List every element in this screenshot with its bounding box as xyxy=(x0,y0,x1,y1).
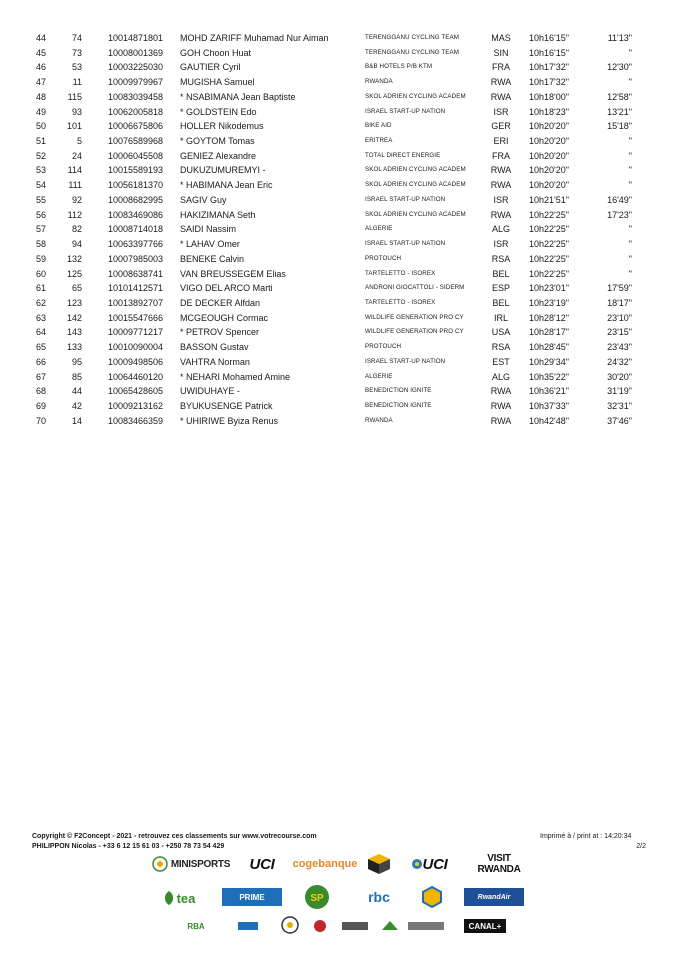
gap-cell: " xyxy=(628,47,632,58)
rank-cell: 52 xyxy=(36,150,47,161)
footer-print-info xyxy=(540,832,646,852)
bib-cell: 42 xyxy=(71,400,82,411)
team-cell: RWANDA xyxy=(365,416,393,424)
bib-cell: 85 xyxy=(71,371,82,382)
gap-cell: 30'20" xyxy=(607,371,632,382)
time-cell: 10h22'25" xyxy=(529,224,569,235)
bib-cell: 142 xyxy=(66,312,82,323)
gap-cell: " xyxy=(628,136,632,147)
nationality-cell: USA xyxy=(491,327,511,338)
time-cell: 10h23'19" xyxy=(529,297,569,308)
team-cell: BIKE AID xyxy=(365,122,392,130)
uci-id-cell: 10015589193 xyxy=(108,165,164,176)
gap-cell: 15'18" xyxy=(607,121,632,132)
gap-cell: 12'30" xyxy=(607,62,632,73)
uci-id-cell: 10063397766 xyxy=(108,239,164,250)
time-cell: 10h22'25" xyxy=(529,209,569,220)
rank-cell: 45 xyxy=(36,47,47,58)
table-row xyxy=(0,267,674,282)
gskin-logo xyxy=(406,918,446,934)
bib-cell: 44 xyxy=(71,386,82,397)
uci-id-cell: 10062005818 xyxy=(108,106,164,117)
team-cell: TARTELETTO - ISOREX xyxy=(365,269,436,277)
time-cell: 10h42'48" xyxy=(529,415,569,426)
time-cell: 10h28'12" xyxy=(529,312,569,323)
visit-rwanda-logo: VISIT RWANDA xyxy=(477,853,521,875)
rider-name-cell: DUKUZUMUREMYI - xyxy=(180,165,266,176)
team-cell: TERENGGANU CYCLING TEAM xyxy=(365,48,459,56)
rank-cell: 54 xyxy=(36,180,47,191)
uci-id-cell: 10010090004 xyxy=(108,342,164,353)
time-cell: 10h20'20" xyxy=(529,136,569,147)
rank-cell: 44 xyxy=(36,33,47,43)
gap-cell: 23'15" xyxy=(607,327,632,338)
rider-name-cell: MCGEOUGH Cormac xyxy=(180,312,269,323)
rank-cell: 47 xyxy=(36,77,47,88)
time-cell: 10h20'20" xyxy=(529,165,569,176)
nationality-cell: SIN xyxy=(493,47,509,58)
table-row xyxy=(0,75,674,90)
nationality-cell: ISR xyxy=(493,239,509,250)
gap-cell: 24'32" xyxy=(607,356,632,367)
gap-cell: 31'19" xyxy=(607,386,632,397)
team-cell: ANDRONI GIOCATTOLI - SIDERM xyxy=(365,284,465,292)
emblem-icon xyxy=(420,885,444,909)
contact-text: PHILIPPON Nicolas - +33 6 12 15 61 03 - +250 78 73 54 429 xyxy=(32,843,225,850)
rank-cell: 64 xyxy=(36,327,47,338)
table-row xyxy=(0,119,674,134)
nationality-cell: ISR xyxy=(493,194,509,205)
partner-e-icon xyxy=(380,918,400,934)
gap-cell: 17'59" xyxy=(607,283,632,294)
time-cell: 10h28'45" xyxy=(529,342,569,353)
rank-cell: 63 xyxy=(36,312,47,323)
time-cell: 10h37'33" xyxy=(529,400,569,411)
rider-name-cell: MUGISHA Samuel xyxy=(180,77,255,88)
rider-name-cell: HOLLER Nikodemus xyxy=(180,121,264,132)
nationality-cell: ISR xyxy=(493,106,509,117)
rider-name-cell: SAGIV Guy xyxy=(180,194,227,205)
sp-logo xyxy=(302,884,332,910)
bib-cell: 125 xyxy=(66,268,82,279)
partner-logo-d xyxy=(340,918,370,934)
page-number: 2/2 xyxy=(636,843,646,850)
partner-a-icon xyxy=(237,920,259,932)
bib-cell: 123 xyxy=(66,297,82,308)
rank-cell: 55 xyxy=(36,194,47,205)
svg-text:SP: SP xyxy=(310,893,324,904)
rank-cell: 50 xyxy=(36,121,47,132)
team-cell: SKOL ADRIEN CYCLING ACADEM xyxy=(365,92,466,100)
uci-id-cell: 10064460120 xyxy=(108,371,164,382)
table-row xyxy=(0,281,674,296)
nationality-cell: RWA xyxy=(490,415,512,426)
partner-logo-b xyxy=(280,915,300,935)
rider-name-cell: GENIEZ Alexandre xyxy=(180,150,257,161)
table-row xyxy=(0,60,674,75)
gap-cell: " xyxy=(628,224,632,235)
rank-cell: 57 xyxy=(36,224,47,235)
rank-cell: 59 xyxy=(36,253,47,264)
rider-name-cell: DE DECKER Alfdan xyxy=(180,297,261,308)
table-row xyxy=(0,414,674,429)
nationality-cell: IRL xyxy=(493,312,508,323)
team-cell: TARTELETTO - ISOREX xyxy=(365,298,436,306)
rank-cell: 49 xyxy=(36,106,47,117)
time-cell: 10h21'51" xyxy=(529,194,569,205)
bib-cell: 111 xyxy=(68,180,82,191)
team-cell: B&B HOTELS P/B KTM xyxy=(365,63,433,71)
bib-cell: 115 xyxy=(67,91,82,102)
team-cell: TERENGGANU CYCLING TEAM xyxy=(365,34,459,41)
table-row xyxy=(0,134,674,149)
rank-cell: 56 xyxy=(36,209,47,220)
bib-cell: 65 xyxy=(71,283,82,294)
nationality-cell: RWA xyxy=(490,209,512,220)
table-row xyxy=(0,105,674,120)
rider-name-cell: BYUKUSENGE Patrick xyxy=(180,400,273,411)
bib-cell: 24 xyxy=(71,150,82,161)
uci-id-cell: 10065428605 xyxy=(108,386,164,397)
gap-cell: 11'13" xyxy=(607,33,632,43)
partner-c-icon xyxy=(310,918,330,934)
copyright-text: Copyright © F2Concept - 2021 - retrouvez ces classements sur www.votrecourse.com xyxy=(32,833,317,840)
table-row xyxy=(0,178,674,193)
bib-cell: 92 xyxy=(71,194,82,205)
bib-cell: 14 xyxy=(71,415,82,426)
results-table xyxy=(0,31,674,428)
team-cell: SKOL ADRIEN CYCLING ACADEM xyxy=(365,166,466,174)
rider-name-cell: * NSABIMANA Jean Baptiste xyxy=(180,91,296,102)
gap-cell: " xyxy=(628,150,632,161)
rider-name-cell: BASSON Gustav xyxy=(180,342,249,353)
leaf-icon xyxy=(163,890,175,906)
uci-id-cell: 10007985003 xyxy=(108,253,164,264)
uci-id-cell: 10008001369 xyxy=(108,47,164,58)
rider-name-cell: * NEHARI Mohamed Amine xyxy=(180,371,291,382)
time-cell: 10h20'20" xyxy=(529,121,569,132)
table-row xyxy=(0,163,674,178)
bib-cell: 53 xyxy=(71,62,82,73)
bib-cell: 74 xyxy=(71,33,82,43)
nationality-cell: RWA xyxy=(490,180,512,191)
time-cell: 10h22'25" xyxy=(529,239,569,250)
nationality-cell: ALG xyxy=(491,224,510,235)
team-cell: SKOL ADRIEN CYCLING ACADEM xyxy=(365,210,466,218)
uci-id-cell: 10008714018 xyxy=(108,224,164,235)
gskin-icon xyxy=(407,920,445,932)
rba-logo: RBA xyxy=(187,921,205,931)
table-row xyxy=(0,355,674,370)
uci-id-cell: 10083466359 xyxy=(108,415,164,426)
nationality-cell: RSA xyxy=(491,253,511,264)
footer-credits xyxy=(32,832,317,852)
gap-cell: 16'49" xyxy=(607,194,632,205)
time-cell: 10h20'20" xyxy=(529,150,569,161)
rank-cell: 58 xyxy=(36,239,47,250)
uci-id-cell: 10013892707 xyxy=(108,297,164,308)
uci-id-cell: 10083039458 xyxy=(108,91,164,102)
time-cell: 10h29'34" xyxy=(529,356,569,367)
nationality-cell: GER xyxy=(491,121,511,132)
partner-b-icon xyxy=(281,916,299,934)
time-cell: 10h22'25" xyxy=(529,268,569,279)
nationality-cell: RWA xyxy=(490,77,512,88)
rank-cell: 60 xyxy=(36,268,47,279)
table-row xyxy=(0,149,674,164)
bib-cell: 94 xyxy=(71,239,82,250)
rider-name-cell: * GOYTOM Tomas xyxy=(180,136,255,147)
partner-logo-c xyxy=(308,917,332,935)
uci-id-cell: 10009771217 xyxy=(108,327,164,338)
bib-cell: 93 xyxy=(71,106,82,117)
table-row xyxy=(0,193,674,208)
rwanda-emblem-icon xyxy=(152,855,168,873)
uci-id-cell: 10006675806 xyxy=(108,121,164,132)
cogebanque-logo: cogebanque xyxy=(292,858,358,870)
rider-name-cell: GAUTIER Cyril xyxy=(180,62,241,73)
rider-name-cell: VIGO DEL ARCO Marti xyxy=(180,283,273,294)
uci-id-cell: 10015547666 xyxy=(108,312,164,323)
bib-cell: 11 xyxy=(72,77,82,88)
table-row xyxy=(0,325,674,340)
rider-name-cell: * HABIMANA Jean Eric xyxy=(180,180,273,191)
team-cell: WILDLIFE GENERATION PRO CY xyxy=(365,313,464,321)
cube-logo xyxy=(364,851,394,877)
table-row xyxy=(0,222,674,237)
team-cell: TOTAL DIRECT ENERGIE xyxy=(365,151,441,159)
gap-cell: 32'31" xyxy=(607,400,632,411)
gap-cell: 12'58" xyxy=(607,91,632,102)
table-row xyxy=(0,399,674,414)
gap-cell: 23'10" xyxy=(607,312,632,323)
gap-cell: " xyxy=(628,165,632,176)
rbc-logo: rbc xyxy=(368,889,390,905)
gap-cell: " xyxy=(628,253,632,264)
uci-logo-2: UCI xyxy=(404,853,454,875)
table-row xyxy=(0,384,674,399)
rank-cell: 62 xyxy=(36,297,47,308)
team-cell: ISRAEL START-UP NATION xyxy=(365,357,446,365)
team-cell: BENEDICTION IGNITE xyxy=(365,401,432,409)
nationality-cell: ALG xyxy=(491,371,510,382)
nationality-cell: RWA xyxy=(490,91,512,102)
canal-plus-logo: CANAL+ xyxy=(464,919,506,933)
rider-name-cell: VAHTRA Norman xyxy=(180,356,250,367)
rwandair-logo: RwandAir xyxy=(464,888,524,906)
time-cell: 10h17'32" xyxy=(529,62,569,73)
rider-name-cell: VAN BREUSSEGEM Elias xyxy=(180,268,286,279)
rwanda-tea-logo: tea xyxy=(157,886,201,910)
nationality-cell: RWA xyxy=(490,165,512,176)
rank-cell: 68 xyxy=(36,386,47,397)
gap-cell: 23'43" xyxy=(607,342,632,353)
rank-cell: 67 xyxy=(36,371,47,382)
bib-cell: 5 xyxy=(76,136,82,147)
table-row xyxy=(0,90,674,105)
table-row xyxy=(0,237,674,252)
rider-name-cell: * LAHAV Omer xyxy=(180,239,240,250)
nationality-cell: FRA xyxy=(492,62,510,73)
rider-name-cell: * GOLDSTEIN Edo xyxy=(180,106,257,117)
partner-d-icon xyxy=(341,920,369,932)
bib-cell: 101 xyxy=(66,121,82,132)
time-cell: 10h18'00" xyxy=(529,91,569,102)
rider-name-cell: GOH Choon Huat xyxy=(180,47,252,58)
time-cell: 10h17'32" xyxy=(529,77,569,88)
bib-cell: 112 xyxy=(67,209,82,220)
uci-id-cell: 10009979967 xyxy=(108,77,164,88)
table-row xyxy=(0,252,674,267)
team-cell: RWANDA xyxy=(365,78,393,86)
rider-name-cell: HAKIZIMANA Seth xyxy=(180,209,256,220)
cube-icon xyxy=(366,852,392,876)
rider-name-cell: * UHIRIWE Byiza Renus xyxy=(180,415,279,426)
gap-cell: 18'17" xyxy=(607,297,632,308)
table-row xyxy=(0,31,674,46)
team-cell: BENEDICTION IGNITE xyxy=(365,387,432,395)
rider-name-cell: BENEKE Calvin xyxy=(180,253,245,264)
time-cell: 10h20'20" xyxy=(529,180,569,191)
uci-id-cell: 10008638741 xyxy=(108,268,164,279)
rank-cell: 65 xyxy=(36,342,47,353)
time-cell: 10h16'15" xyxy=(529,33,569,43)
sp-badge-icon xyxy=(304,884,330,910)
uci-id-cell: 10008682995 xyxy=(108,194,164,205)
nationality-cell: ESP xyxy=(491,283,510,294)
rank-cell: 66 xyxy=(36,356,47,367)
bib-cell: 114 xyxy=(67,165,82,176)
uci-id-cell: 10076589968 xyxy=(108,136,164,147)
table-row xyxy=(0,370,674,385)
bib-cell: 73 xyxy=(71,47,82,58)
time-cell: 10h22'25" xyxy=(529,253,569,264)
bib-cell: 82 xyxy=(71,224,82,235)
bib-cell: 132 xyxy=(66,253,82,264)
printed-time: Imprimé à / print at : 14:20:34 xyxy=(540,833,632,840)
minisports-logo: MINISPORTS xyxy=(148,853,234,875)
team-cell: ISRAEL START-UP NATION xyxy=(365,195,446,203)
uci-id-cell: 10006045508 xyxy=(108,150,164,161)
time-cell: 10h36'21" xyxy=(529,386,569,397)
rider-name-cell: SAIDI Nassim xyxy=(180,224,237,235)
rank-cell: 53 xyxy=(36,165,47,176)
prime-insurance-logo: PRIME xyxy=(222,888,282,906)
uci-id-cell: 10101412571 xyxy=(108,283,164,294)
gap-cell: " xyxy=(628,180,632,191)
gap-cell: " xyxy=(628,77,632,88)
team-cell: ALGERIE xyxy=(365,225,393,233)
gap-cell: 13'21" xyxy=(607,106,632,117)
team-cell: ISRAEL START-UP NATION xyxy=(365,107,446,115)
rider-name-cell: UWIDUHAYE - xyxy=(180,386,240,397)
uci-id-cell: 10056181370 xyxy=(108,180,164,191)
nationality-cell: BEL xyxy=(492,268,510,279)
rider-name-cell: * PETROV Spencer xyxy=(180,327,260,338)
uci-logo-text: UCI xyxy=(249,855,275,873)
rank-cell: 70 xyxy=(36,415,47,426)
time-cell: 10h35'22" xyxy=(529,371,569,382)
team-cell: PROTOUCH xyxy=(365,343,402,351)
time-cell: 10h28'17" xyxy=(529,327,569,338)
nationality-cell: RWA xyxy=(490,400,512,411)
nationality-cell: FRA xyxy=(492,150,510,161)
bib-cell: 143 xyxy=(66,327,82,338)
uci-id-cell: 10083469086 xyxy=(108,209,164,220)
team-cell: PROTOUCH xyxy=(365,254,402,262)
table-row xyxy=(0,340,674,355)
nationality-cell: RSA xyxy=(491,342,511,353)
nationality-cell: ERI xyxy=(493,136,509,147)
team-cell: ERITREA xyxy=(365,137,393,145)
rank-cell: 61 xyxy=(36,283,47,294)
gap-cell: 37'46" xyxy=(607,415,632,426)
team-cell: ALGERIE xyxy=(365,372,393,380)
rwanda-flag-icon xyxy=(411,854,423,874)
uci-logo xyxy=(240,853,284,875)
partner-logo-a xyxy=(236,918,260,934)
team-cell: SKOL ADRIEN CYCLING ACADEM xyxy=(365,181,466,189)
uci-id-cell: 10009213162 xyxy=(108,400,164,411)
table-row xyxy=(0,311,674,326)
time-cell: 10h16'15" xyxy=(529,47,569,58)
team-cell: WILDLIFE GENERATION PRO CY xyxy=(365,328,464,336)
gap-cell: " xyxy=(628,268,632,279)
uci-id-cell: 10003225030 xyxy=(108,62,164,73)
bib-cell: 95 xyxy=(71,356,82,367)
nationality-cell: RWA xyxy=(490,386,512,397)
rank-cell: 69 xyxy=(36,400,47,411)
rank-cell: 48 xyxy=(36,91,47,102)
rank-cell: 51 xyxy=(36,136,47,147)
team-cell: ISRAEL START-UP NATION xyxy=(365,240,446,248)
rank-cell: 46 xyxy=(36,62,47,73)
partner-logo-e xyxy=(378,917,402,935)
table-row xyxy=(0,208,674,223)
time-cell: 10h18'23" xyxy=(529,106,569,117)
table-row xyxy=(0,296,674,311)
nationality-cell: BEL xyxy=(492,297,510,308)
uci-id-cell: 10009498506 xyxy=(108,356,164,367)
bib-cell: 133 xyxy=(66,342,82,353)
partner-emblem-logo xyxy=(418,884,446,910)
time-cell: 10h23'01" xyxy=(529,283,569,294)
uci-id-cell: 10014871801 xyxy=(108,33,164,43)
rider-name-cell: MOHD ZARIFF Muhamad Nur Aiman xyxy=(180,33,329,43)
table-row xyxy=(0,46,674,61)
gap-cell: 17'23" xyxy=(607,209,632,220)
gap-cell: " xyxy=(628,239,632,250)
nationality-cell: EST xyxy=(492,356,510,367)
nationality-cell: MAS xyxy=(491,33,511,43)
